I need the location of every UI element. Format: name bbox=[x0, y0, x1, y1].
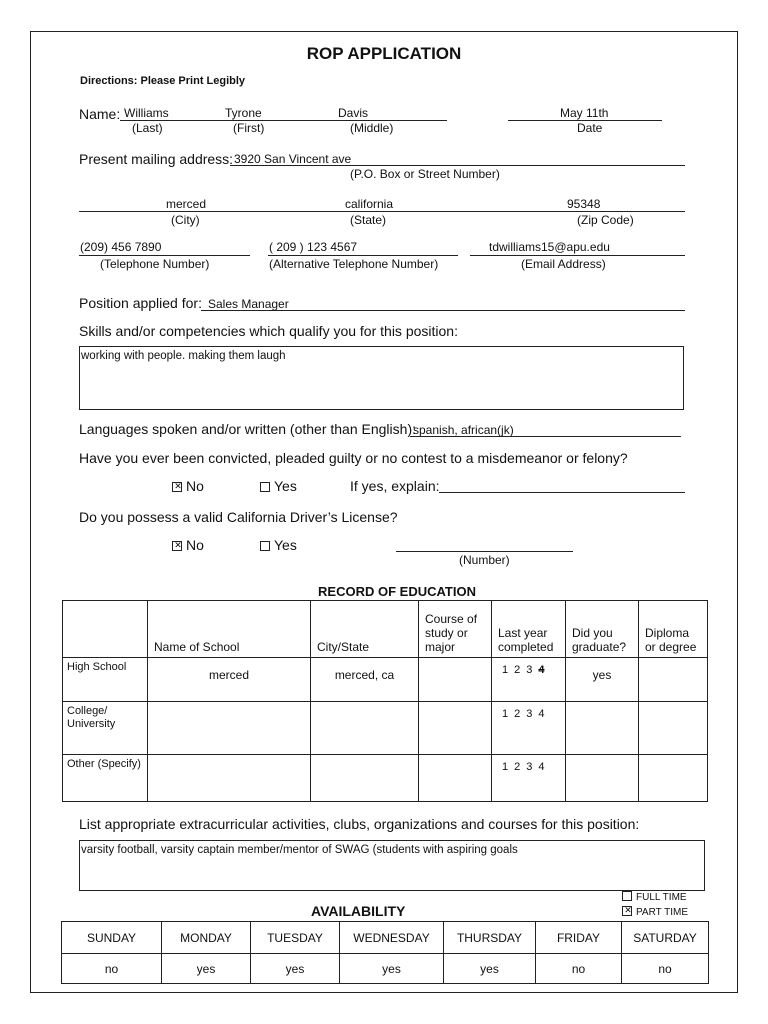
school-cell[interactable] bbox=[148, 755, 311, 802]
availability-days-row bbox=[62, 922, 709, 954]
table-row bbox=[63, 658, 708, 702]
last-label: (Last) bbox=[132, 121, 163, 135]
year-option[interactable]: 3 bbox=[526, 664, 533, 676]
education-header-row bbox=[63, 601, 708, 658]
email-label: (Email Address) bbox=[521, 257, 606, 271]
city-label: (City) bbox=[171, 213, 200, 227]
middle-label: (Middle) bbox=[350, 121, 394, 135]
part-time-option[interactable] bbox=[622, 906, 688, 918]
date-value[interactable]: May 11th bbox=[560, 106, 609, 120]
row-level: Other (Specify) bbox=[63, 755, 148, 802]
year-option[interactable]: 3 bbox=[526, 708, 533, 720]
year-option[interactable]: 2 bbox=[514, 708, 521, 720]
license-no-checkbox[interactable] bbox=[172, 541, 182, 551]
full-time-checkbox[interactable] bbox=[622, 891, 632, 901]
zip-value[interactable]: 95348 bbox=[567, 197, 601, 211]
street-label: (P.O. Box or Street Number) bbox=[350, 167, 500, 181]
diploma-cell[interactable] bbox=[639, 755, 708, 802]
position-underline bbox=[201, 310, 685, 311]
license-number-underline[interactable] bbox=[396, 551, 573, 552]
city-cell[interactable]: merced, ca bbox=[311, 658, 419, 702]
directions: Directions: Please Print Legibly bbox=[80, 75, 246, 87]
year-option[interactable]: 4 bbox=[538, 708, 545, 720]
conviction-question: Have you ever been convicted, pleaded guilty or no contest to a misdemeanor or felony? bbox=[79, 450, 628, 466]
day-wednesday: WEDNESDAY bbox=[340, 922, 444, 954]
row-level: High School bbox=[63, 658, 148, 702]
availability-thursday[interactable]: yes bbox=[444, 954, 536, 984]
conviction-yes-checkbox[interactable] bbox=[260, 482, 270, 492]
day-saturday: SATURDAY bbox=[622, 922, 709, 954]
header-school: Name of School bbox=[148, 601, 311, 658]
year-option[interactable]: 4 bbox=[538, 664, 545, 676]
day-sunday: SUNDAY bbox=[62, 922, 162, 954]
license-no-label: No bbox=[186, 537, 204, 553]
availability-monday[interactable]: yes bbox=[162, 954, 251, 984]
position-value[interactable]: Sales Manager bbox=[208, 297, 289, 311]
row-level: College/ University bbox=[63, 702, 148, 755]
education-heading: RECORD OF EDUCATION bbox=[318, 584, 476, 599]
middle-name-value[interactable]: Davis bbox=[338, 106, 369, 120]
activities-box[interactable] bbox=[79, 840, 705, 891]
alt-phone-underline bbox=[268, 255, 458, 256]
city-value[interactable]: merced bbox=[166, 197, 207, 211]
availability-tuesday[interactable]: yes bbox=[251, 954, 340, 984]
course-cell[interactable] bbox=[419, 702, 492, 755]
day-thursday: THURSDAY bbox=[444, 922, 536, 954]
license-number-label: (Number) bbox=[459, 553, 510, 567]
year-option[interactable]: 3 bbox=[526, 761, 533, 773]
availability-sunday[interactable]: no bbox=[62, 954, 162, 984]
header-diploma: Diploma or degree bbox=[639, 601, 708, 658]
school-cell[interactable] bbox=[148, 702, 311, 755]
education-table bbox=[62, 600, 708, 802]
availability-table bbox=[61, 921, 709, 984]
years-cell[interactable] bbox=[492, 755, 566, 802]
conviction-yes-option[interactable] bbox=[260, 478, 297, 494]
alt-phone-label: (Alternative Telephone Number) bbox=[269, 257, 439, 271]
course-cell[interactable] bbox=[419, 755, 492, 802]
phone-label: (Telephone Number) bbox=[100, 257, 210, 271]
first-label: (First) bbox=[233, 121, 265, 135]
availability-wednesday[interactable]: yes bbox=[340, 954, 444, 984]
license-yes-option[interactable] bbox=[260, 537, 297, 553]
year-option[interactable]: 1 bbox=[502, 664, 509, 676]
state-label: (State) bbox=[350, 213, 387, 227]
languages-label: Languages spoken and/or written (other than English): bbox=[79, 421, 416, 437]
name-underline bbox=[120, 120, 447, 121]
school-cell[interactable]: merced bbox=[148, 658, 311, 702]
availability-friday[interactable]: no bbox=[536, 954, 622, 984]
phone-value[interactable]: (209) 456 7890 bbox=[80, 240, 162, 254]
year-option[interactable]: 2 bbox=[514, 761, 521, 773]
conviction-no-option[interactable] bbox=[172, 478, 204, 494]
state-value[interactable]: california bbox=[345, 197, 394, 211]
form-title: ROP APPLICATION bbox=[306, 44, 462, 63]
skills-value: working with people. making them laugh bbox=[81, 350, 286, 362]
activities-label: List appropriate extracurricular activities, clubs, organizations and courses for this position: bbox=[79, 816, 640, 832]
phone-underline bbox=[79, 255, 250, 256]
years-cell[interactable] bbox=[492, 658, 566, 702]
license-no-option[interactable] bbox=[172, 537, 204, 553]
city-cell[interactable] bbox=[311, 702, 419, 755]
table-row bbox=[63, 755, 708, 802]
day-monday: MONDAY bbox=[162, 922, 251, 954]
first-name-value[interactable]: Tyrone bbox=[225, 106, 262, 120]
diploma-cell[interactable] bbox=[639, 702, 708, 755]
part-time-label: PART TIME bbox=[636, 907, 689, 918]
license-yes-label: Yes bbox=[274, 537, 297, 553]
last-name-value[interactable]: Williams bbox=[124, 106, 169, 120]
languages-value[interactable]: spanish, african(jk) bbox=[413, 423, 514, 437]
course-cell[interactable] bbox=[419, 658, 492, 702]
license-yes-checkbox[interactable] bbox=[260, 541, 270, 551]
activities-value: varsity football, varsity captain member/mentor of SWAG (students with aspiring goals bbox=[81, 844, 518, 856]
conviction-no-label: No bbox=[186, 478, 204, 494]
explain-underline[interactable] bbox=[439, 492, 685, 493]
city-state-zip-underline bbox=[79, 211, 685, 212]
table-row bbox=[63, 702, 708, 755]
year-option[interactable]: 1 bbox=[502, 708, 509, 720]
year-option[interactable]: 4 bbox=[538, 761, 545, 773]
day-friday: FRIDAY bbox=[536, 922, 622, 954]
header-blank bbox=[63, 601, 148, 658]
skills-box[interactable] bbox=[79, 346, 684, 410]
full-time-label: FULL TIME bbox=[636, 892, 687, 903]
address-label: Present mailing address: bbox=[79, 151, 234, 167]
header-last-year: Last year completed bbox=[492, 601, 566, 658]
alt-phone-value[interactable]: ( 209 ) 123 4567 bbox=[269, 240, 358, 254]
street-value[interactable]: 3920 San Vincent ave bbox=[234, 152, 352, 166]
header-course: Course of study or major bbox=[419, 601, 492, 658]
availability-saturday[interactable]: no bbox=[622, 954, 709, 984]
name-label: Name: bbox=[79, 106, 121, 122]
full-time-option[interactable] bbox=[622, 891, 687, 903]
languages-underline bbox=[410, 436, 681, 437]
year-option[interactable]: 1 bbox=[502, 761, 509, 773]
email-value[interactable]: tdwilliams15@apu.edu bbox=[489, 240, 610, 254]
header-graduate: Did you graduate? bbox=[566, 601, 639, 658]
license-question: Do you possess a valid California Driver’s License? bbox=[79, 509, 398, 525]
position-label: Position applied for: bbox=[79, 295, 202, 311]
explain-label: If yes, explain: bbox=[350, 478, 440, 494]
years-cell[interactable] bbox=[492, 702, 566, 755]
graduated-cell[interactable] bbox=[566, 702, 639, 755]
day-tuesday: TUESDAY bbox=[251, 922, 340, 954]
diploma-cell[interactable] bbox=[639, 658, 708, 702]
availability-values-row bbox=[62, 954, 709, 984]
zip-label: (Zip Code) bbox=[577, 213, 634, 227]
graduated-cell[interactable]: yes bbox=[566, 658, 639, 702]
email-underline bbox=[470, 255, 685, 256]
year-option[interactable]: 2 bbox=[514, 664, 521, 676]
date-label: Date bbox=[577, 121, 603, 135]
availability-heading: AVAILABILITY bbox=[311, 903, 406, 919]
graduated-cell[interactable] bbox=[566, 755, 639, 802]
part-time-checkbox[interactable] bbox=[622, 906, 632, 916]
street-underline bbox=[230, 165, 685, 166]
conviction-no-checkbox[interactable] bbox=[172, 482, 182, 492]
header-city-state: City/State bbox=[311, 601, 419, 658]
conviction-yes-label: Yes bbox=[274, 478, 297, 494]
skills-label: Skills and/or competencies which qualify you for this position: bbox=[79, 323, 458, 339]
city-cell[interactable] bbox=[311, 755, 419, 802]
